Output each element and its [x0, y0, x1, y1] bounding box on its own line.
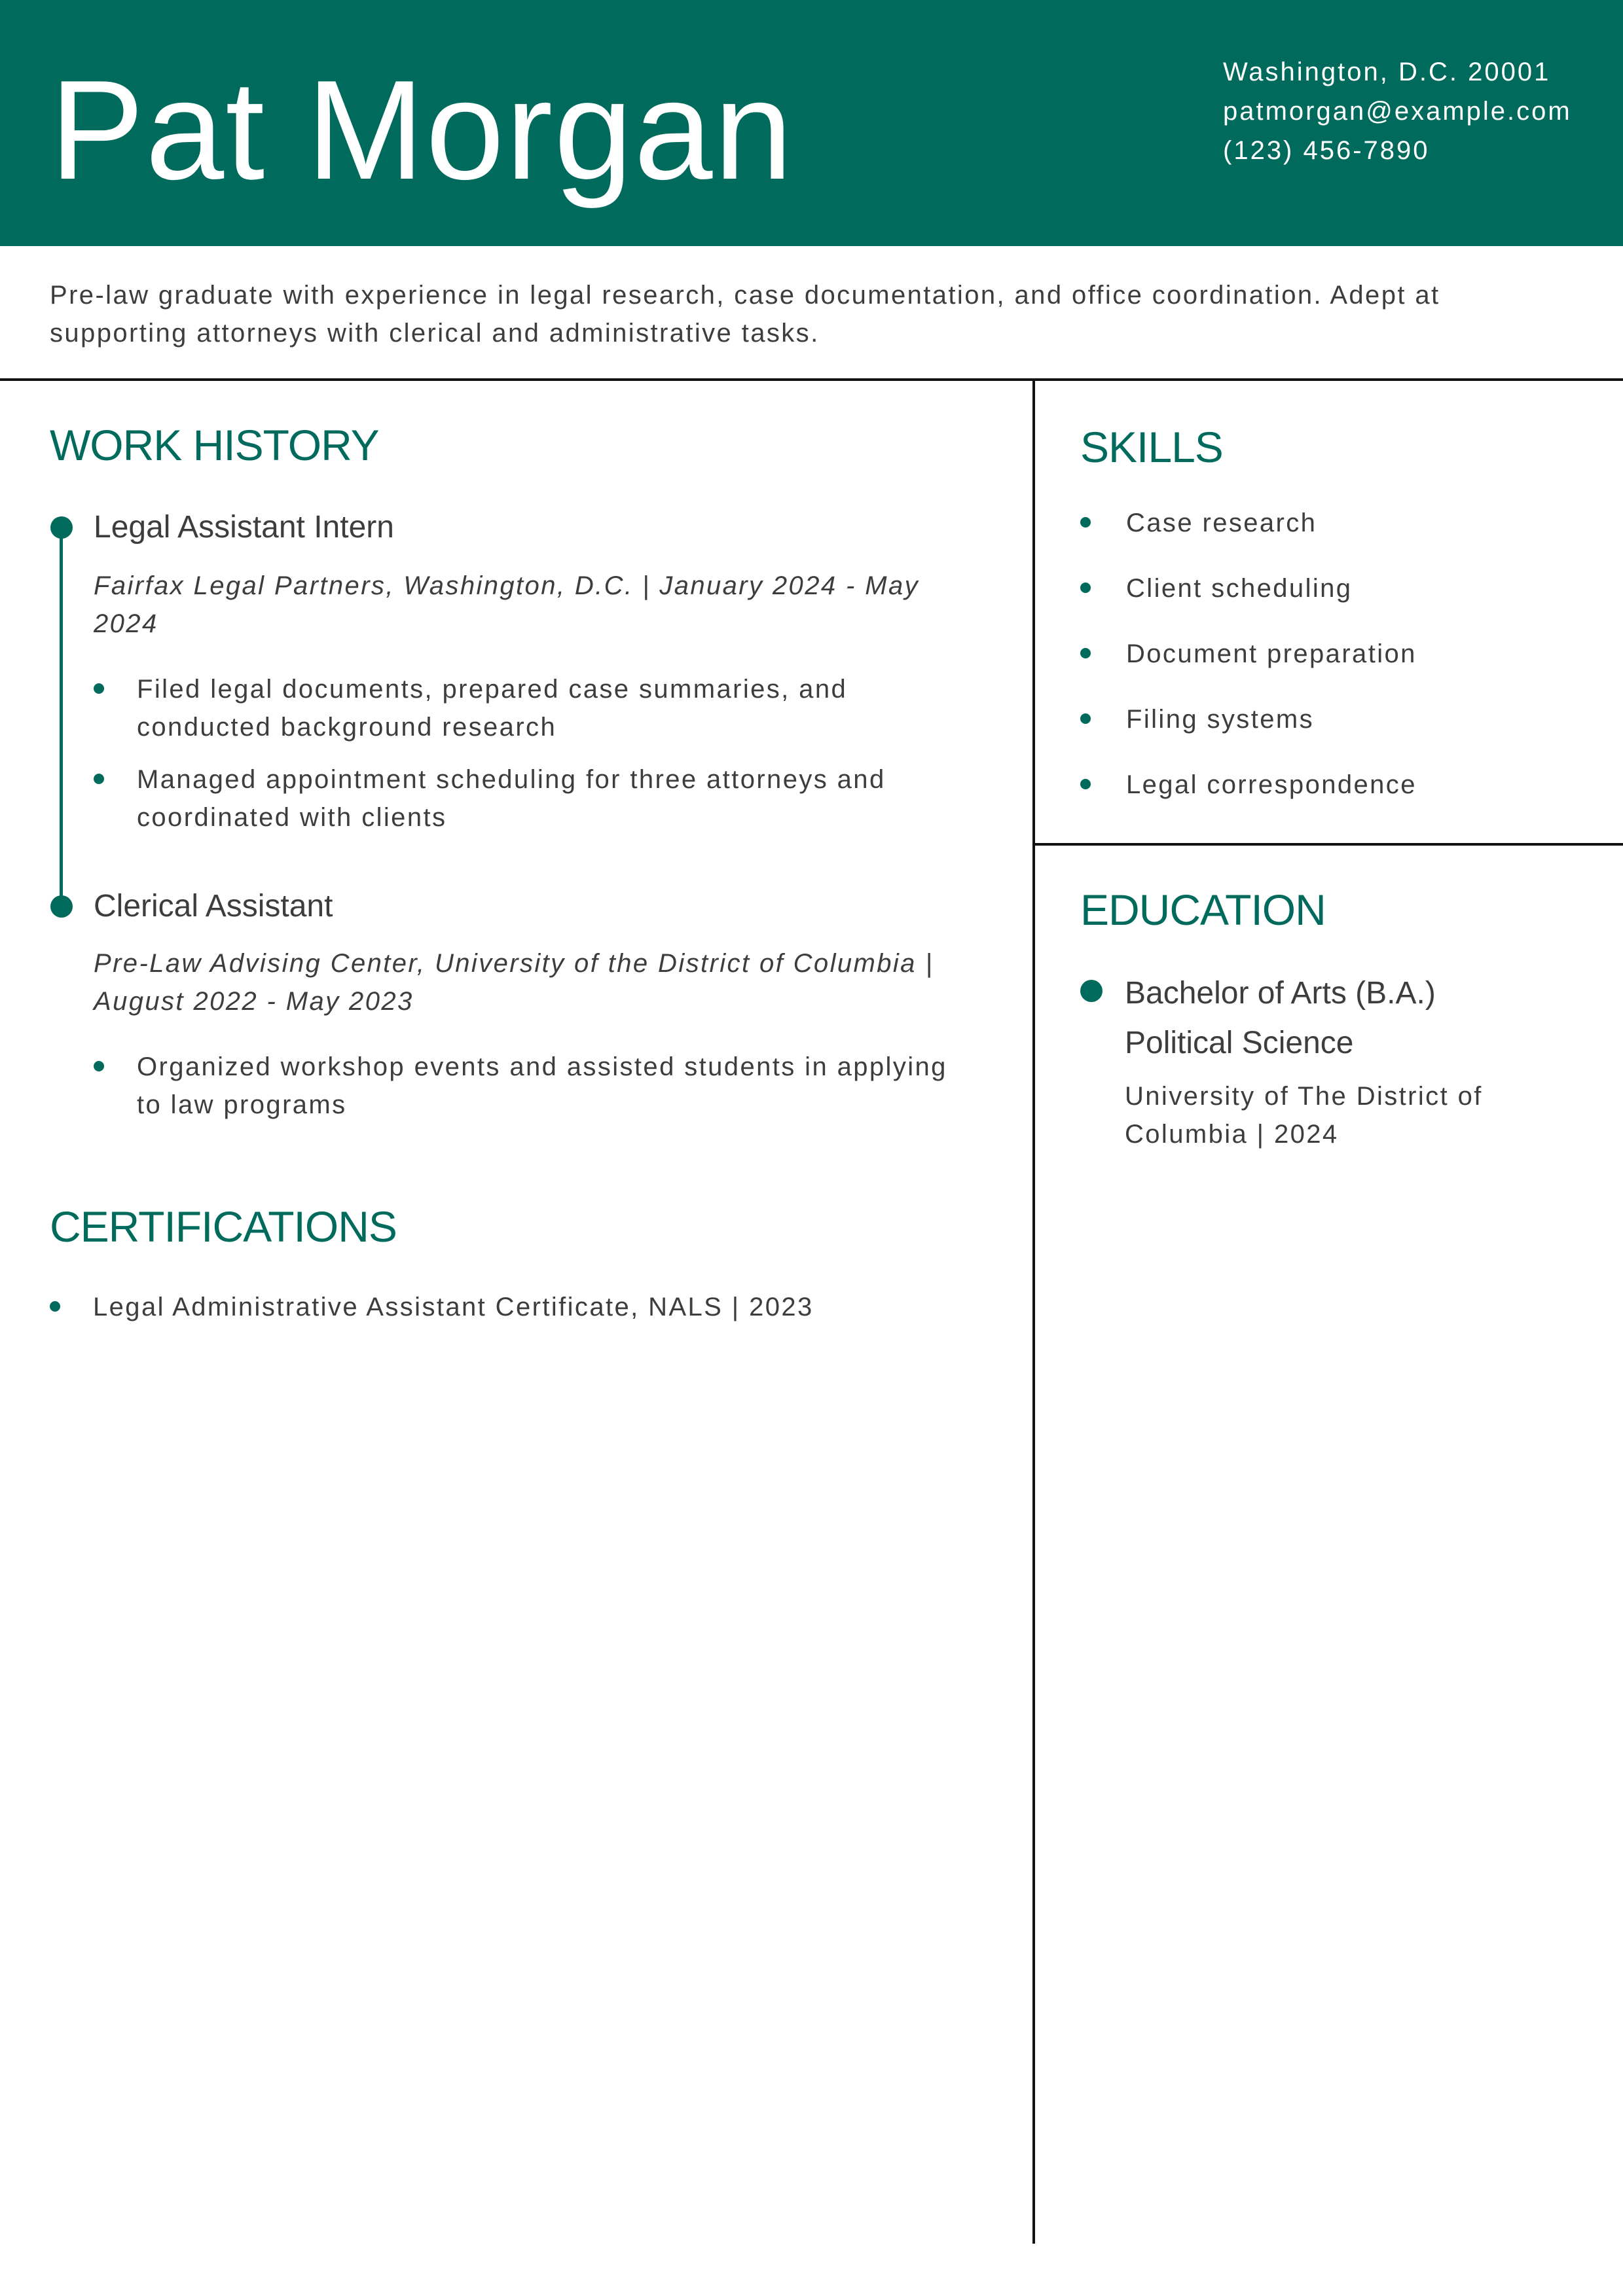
skill-text: Case research — [1126, 509, 1317, 537]
education-dot-icon — [1080, 980, 1103, 1002]
header-band — [0, 0, 1623, 246]
contact-email[interactable]: patmorgan@example.com — [1223, 97, 1572, 126]
bullet-dot-icon — [1080, 517, 1091, 528]
education-field: Political Science — [1125, 1026, 1354, 1060]
right-column-divider — [1032, 843, 1623, 846]
bullet-dot-icon — [1080, 713, 1091, 724]
list-item — [1080, 504, 1417, 569]
work-history-heading: WORK HISTORY — [50, 421, 379, 469]
education-heading: EDUCATION — [1080, 886, 1326, 934]
job-title: Clerical Assistant — [94, 889, 333, 924]
certifications-heading: CERTIFICATIONS — [50, 1202, 397, 1251]
bullet-dot-icon — [1080, 583, 1091, 593]
list-item — [94, 670, 971, 746]
bullet-text: Managed appointment scheduling for three attorneys and coordinated with clients — [137, 765, 886, 832]
skills-list — [1080, 504, 1417, 831]
skill-text: Client scheduling — [1126, 574, 1353, 603]
certifications-list — [50, 1288, 814, 1326]
list-item — [1080, 635, 1417, 700]
education-degree-block — [1125, 969, 1436, 1068]
list-item — [50, 1288, 814, 1326]
bullet-dot-icon — [94, 1061, 104, 1071]
contact-phone[interactable]: (123) 456-7890 — [1223, 136, 1430, 165]
bullet-dot-icon — [50, 1301, 60, 1312]
timeline-line — [60, 527, 63, 906]
column-divider — [1032, 378, 1035, 2244]
bullet-text: Organized workshop events and assisted students in applying to law programs — [137, 1052, 947, 1119]
professional-summary: Pre-law graduate with experience in legal research, case documentation, and office coordination. Adept at supporting attorneys with clerical and administrative tasks. — [50, 281, 1440, 348]
job-meta: Pre-Law Advising Center, University of the District of Columbia | August 2022 - May 2023 — [94, 949, 934, 1016]
skill-text: Document preparation — [1126, 639, 1417, 668]
job-meta: Fairfax Legal Partners, Washington, D.C. | January 2024 - May 2024 — [94, 571, 920, 638]
job-title: Legal Assistant Intern — [94, 510, 394, 545]
job-bullets — [94, 1048, 971, 1124]
education-degree: Bachelor of Arts (B.A.) — [1125, 976, 1436, 1011]
skills-heading: SKILLS — [1080, 423, 1223, 471]
list-item — [1080, 569, 1417, 635]
horizontal-divider — [0, 378, 1623, 381]
list-item — [1080, 700, 1417, 766]
bullet-dot-icon — [94, 774, 104, 784]
list-item — [1080, 766, 1417, 831]
skill-text: Filing systems — [1126, 705, 1314, 734]
certification-text: Legal Administrative Assistant Certificate, NALS | 2023 — [93, 1293, 814, 1321]
bullet-dot-icon — [94, 683, 104, 694]
bullet-dot-icon — [1080, 648, 1091, 658]
contact-address: Washington, D.C. 20001 — [1223, 58, 1551, 86]
candidate-name: Pat Morgan — [50, 50, 794, 209]
list-item — [94, 1048, 971, 1124]
education-school: University of The District of Columbia | 2024 — [1125, 1082, 1483, 1149]
skill-text: Legal correspondence — [1126, 770, 1417, 799]
list-item — [94, 761, 971, 836]
bullet-text: Filed legal documents, prepared case summaries, and conducted background research — [137, 675, 848, 742]
job-bullets — [94, 670, 971, 836]
timeline-dot — [50, 516, 73, 539]
bullet-dot-icon — [1080, 779, 1091, 789]
timeline-dot — [50, 895, 73, 918]
contact-block — [1223, 52, 1603, 170]
